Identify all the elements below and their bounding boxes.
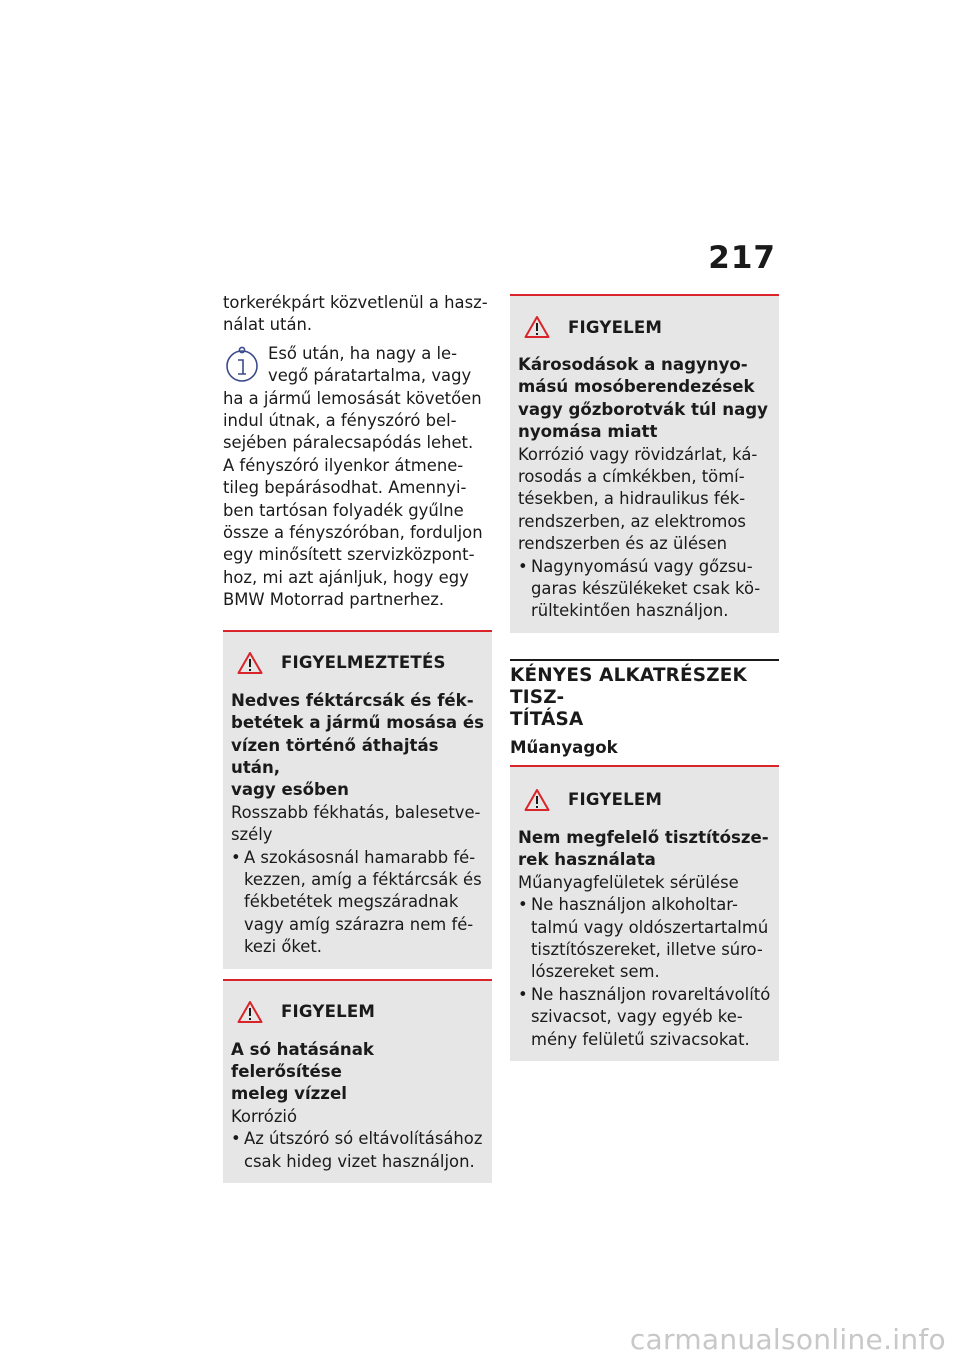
bullet-text: Nagynyomású vagy gőzsu- garas készülékeket csak kö- rültekintően használjon. xyxy=(531,556,761,621)
warning-box xyxy=(223,630,492,969)
list-item xyxy=(518,984,771,1051)
info-note xyxy=(223,343,492,612)
caution-consequence: Korrózió vagy rövidzárlat, ká- rosodás a címkékben, tömí- tésekben, a hidraulikus fék- rendszerben, az elektromos rendszerben és az ülésen xyxy=(518,444,758,554)
bullet-symbol: • xyxy=(231,1129,241,1149)
list-item xyxy=(518,556,771,623)
warning-header xyxy=(231,646,484,680)
bullet-symbol: • xyxy=(518,984,528,1004)
warning-label: FIGYELMEZTETÉS xyxy=(281,653,446,673)
caution-actions xyxy=(231,1128,484,1173)
page-number: 217 xyxy=(708,240,776,276)
warning-triangle-icon xyxy=(524,315,550,339)
caution-box xyxy=(510,767,779,1061)
bullet-symbol: • xyxy=(518,895,528,915)
caution-label: FIGYELEM xyxy=(568,317,663,337)
section-title: KÉNYES ALKATRÉSZEK TISZ- TÍTÁSA xyxy=(510,664,748,730)
warning-triangle-icon xyxy=(237,651,263,675)
intro-text: torkerékpárt közvetlenül a hasz- nálat után. xyxy=(223,293,488,335)
caution-title: A só hatásának felerősítése meleg vízzel xyxy=(231,1039,374,1104)
list-item xyxy=(518,894,771,984)
caution-consequence: Korrózió xyxy=(231,1106,298,1126)
warning-triangle-icon xyxy=(524,788,550,812)
subsection-title: Műanyagok xyxy=(510,737,618,757)
right-column xyxy=(510,294,779,1061)
caution-title: Károsodások a nagynyo- mású mosóberendezések vagy gőzborotvák túl nagy nyomása miatt xyxy=(518,355,768,442)
caution-box xyxy=(223,979,492,1183)
caution-title: Nem megfelelő tisztítósze- rek használata xyxy=(518,827,769,870)
warning-triangle-icon xyxy=(237,1000,263,1024)
caution-header xyxy=(231,995,484,1029)
caution-header xyxy=(518,310,771,344)
caution-box xyxy=(510,294,779,633)
left-column xyxy=(223,292,492,1183)
bullet-text: Az útszóró só eltávolításához csak hideg vizet használjon. xyxy=(244,1129,483,1171)
info-icon xyxy=(225,345,259,383)
warning-actions xyxy=(231,847,484,959)
bullet-symbol: • xyxy=(231,847,241,867)
caution-consequence: Műanyagfelületek sérülése xyxy=(518,872,739,892)
caution-label: FIGYELEM xyxy=(281,1002,376,1022)
warning-title: Nedves féktárcsák és fék- betétek a jármű mosása és vízen történő áthajtás után, vagy esőben xyxy=(231,690,484,800)
bullet-text: Ne használjon alkoholtar- talmú vagy oldószertartalmú tisztítószereket, illetve súro- lószereket sem. xyxy=(531,895,769,982)
list-item xyxy=(231,1128,484,1173)
bullet-text: Ne használjon rovareltávolító szivacsot, vagy egyéb ke- mény felületű szivacsokat. xyxy=(531,984,771,1049)
bullet-symbol: • xyxy=(518,556,528,576)
note-text: ha a jármű lemosását követően indul útnak, a fényszóró bel- sejében páralecsapódás lehet. A fényszóró ilyenkor átmene- tileg bepárásodhat. Amennyi- ben tartósan folyadék gyűlne össze a fényszóróban, forduljon egy minősített szervizközpont- hoz, mi azt ajánljuk, hogy egy BMW Motorrad partnerhez. xyxy=(223,388,483,610)
caution-label: FIGYELEM xyxy=(568,790,663,810)
bullet-text: A szokásosnál hamarabb fé- kezzen, amíg a féktárcsák és fékbetétek megszáradnak vagy amíg szárazra nem fé- kezi őket. xyxy=(244,847,482,957)
list-item xyxy=(231,847,484,959)
watermark-link[interactable]: carmanualsonline.info xyxy=(629,1323,946,1356)
warning-consequence: Rosszabb fékhatás, balesetve- szély xyxy=(231,802,481,845)
caution-actions xyxy=(518,556,771,623)
section-divider xyxy=(510,659,779,661)
caution-actions xyxy=(518,894,771,1051)
caution-header xyxy=(518,783,771,817)
note-first-lines: Eső után, ha nagy a le- vegő páratartalma, vagy xyxy=(268,343,472,386)
